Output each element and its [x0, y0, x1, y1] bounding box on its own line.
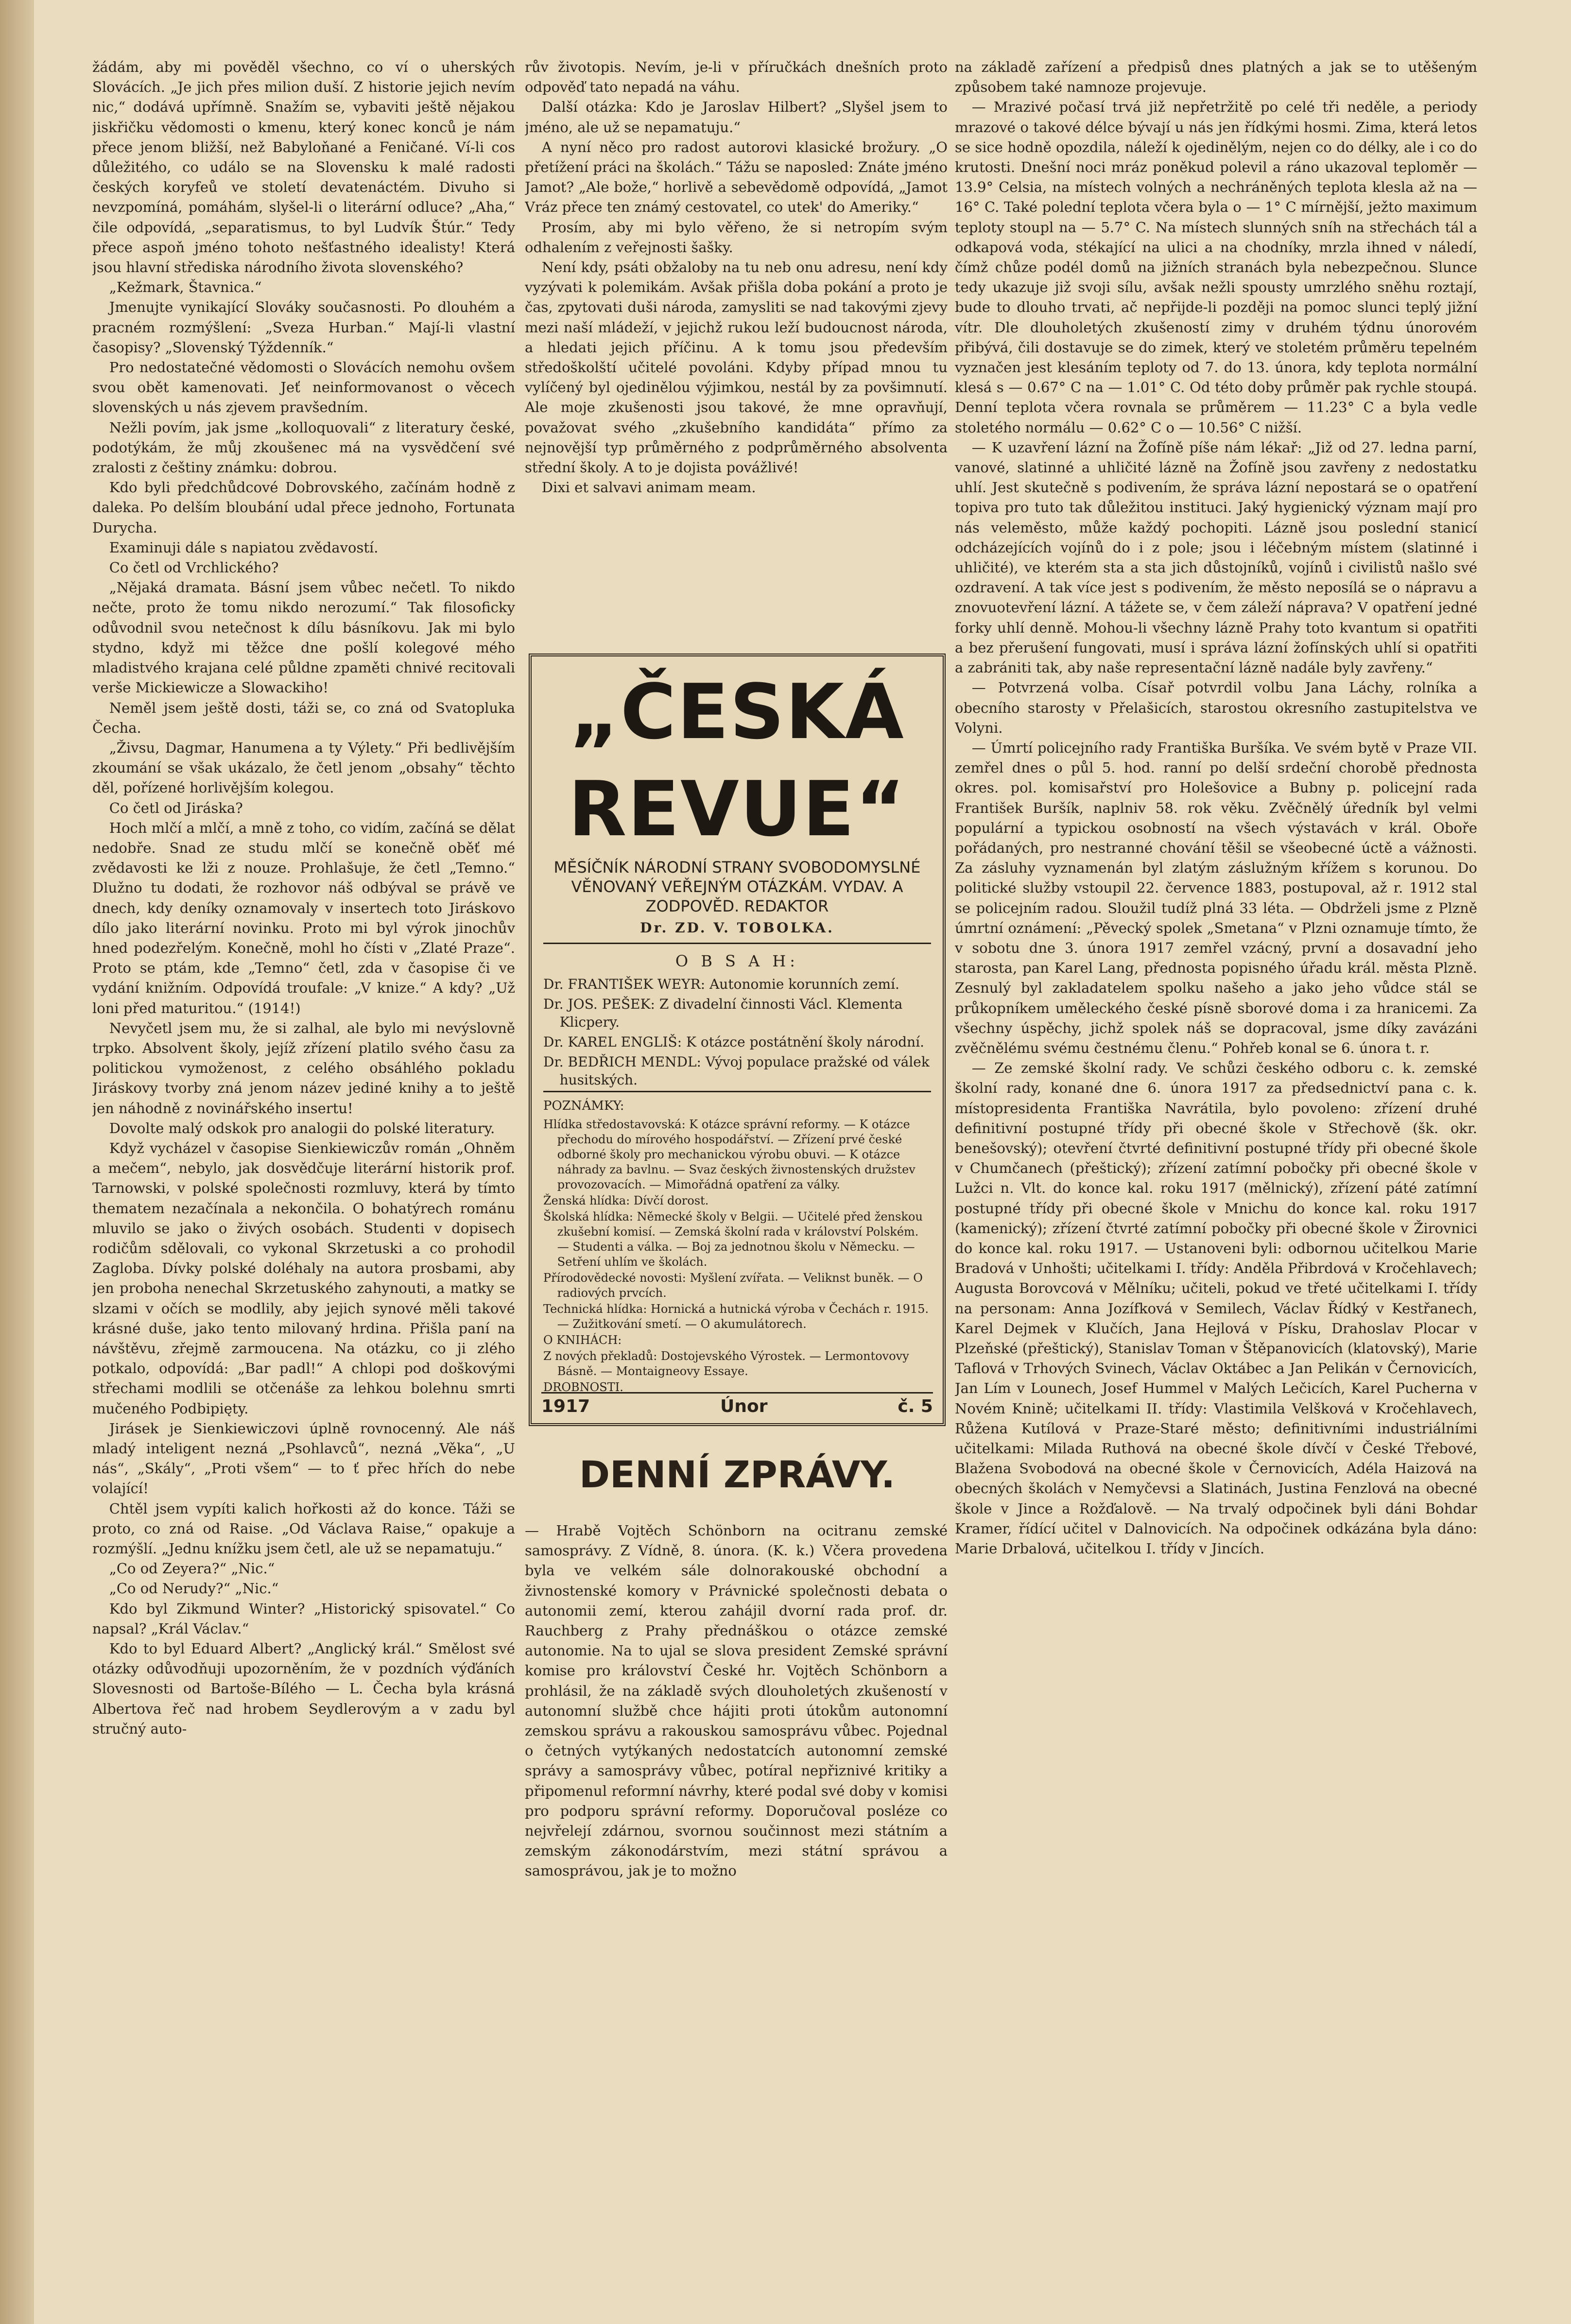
ad-note-item: Přírodovědecké novosti: Myšlení zvířata. — Veliknst buněk. — O radiových prvcích.	[543, 1271, 923, 1300]
paragraph: Kdo byli předchůdcové Dobrovského, začínám hodně z daleka. Po delším bloubání udal přece jednoho, Fortunata Durycha.	[92, 479, 515, 536]
ad-contents-label: O B S A H:	[675, 952, 799, 970]
paragraph: Co četl od Jiráska?	[109, 799, 243, 816]
paragraph: Nevyčetl jsem mu, že si zalhal, ale bylo mi nevýslovně trpko. Absolvent školy, jejíž zřízení platilo svého času za politickou vymoženost, z celého obsáhlého pokladu Jiráskovy tvorby zná jenom název jediné knihy a to ještě jen náhodně z novinářského insertu!	[92, 1019, 515, 1117]
section-heading-denni-zpravy: DENNÍ ZPRÁVY.	[579, 1453, 896, 1496]
paragraph: „Živsu, Dagmar, Hanumena a ty Výlety.“ Při bedlivějším zkoumání se však ukázalo, že četl jenom „obsahy“ těchto děl, pořízené horlivějším kolegou.	[92, 739, 515, 796]
ad-notes-list	[543, 1117, 931, 1395]
ad-note-item: O KNIHÁCH:	[543, 1333, 622, 1347]
ad-title: „ČESKÁ REVUE“	[568, 668, 906, 853]
paragraph: Když vycházel v časopise Sienkiewiczův román „Ohněm a mečem“, nebylo, jak dosvědčuje literární historik prof. Tarnowski, v polské společnosti rozmluvy, která by tímto thematem nezačínala a nekončila. O bohatýrech románu mluvilo se jako o živých osobách. Studenti v dopisech rodičům sdělovali, co vykonal Skrzetuski a co prohodil Zagloba. Dívky polské doléhaly na autora prosbami, aby jen proboha nenechal Skrzetuského zahynouti, a matky se slzami v očích se modlily, aby jejich synové měli takové krásné duše, jako tento milovaný hrdina. Přišla paní na návštěvu, zřejmě zarmoucena. Na otázku, co ji zlého potkalo, odpovídá: „Bar padl!“ A chlopi pod doškovými střechami modlili se otčenáše za lehkou bolehnu smrti mučeného Podbipięty.	[92, 1139, 515, 1417]
ad-contents-item: Dr. BEDŘICH MENDL: Vývoj populace pražské od válek husitských.	[543, 1054, 930, 1088]
column-left	[92, 57, 515, 2297]
paragraph: „Co od Zeyera?“ „Nic.“	[109, 1560, 275, 1577]
paragraph: rův životopis. Nevím, je-li v příručkách dnešních proto odpověď tato nepadá na váhu.	[525, 59, 948, 96]
ad-editor: Dr. ZD. V. TOBOLKA.	[640, 920, 834, 936]
paragraph: na základě zařízení a předpisů dnes platných a jak se to utěšeným způsobem také namnoze projevuje.	[955, 59, 1477, 96]
paragraph: „Kežmark, Štavnica.“	[109, 279, 262, 296]
paragraph: — Ze zemské školní rady. Ve schůzi českého odboru c. k. zemské školní rady, konané dne 6. února 1917 za předsednictví pana c. k. místopresidenta Františka Navrátila, bylo povoleno: zřízení druhé definitivní postupné třídy při obecné škole v Střechově (šk. okr. benešovský); otevření čtvrté definitivní postupné třídy při obecné škole v Chumčanech (přeštický); zřízení zatímní pobočky při obecné škole v Lužci n. Vlt. do konce kal. roku 1917 (mělnický), zřízení páté zatímní postupné třídy při obecné škole v Mnichu do konce kal. roku 1917 (kamenický); zřízení čtvrté zatímní pobočky při obecné škole v Žirovnici do konce kal. roku 1917. — Ustanoveni byli: odbornou učitelkou Marie Bradová v Unhošti; učitelkami I. třídy: Anděla Přibrdová v Kročehlavech; Augusta Borovcová v Mělníku; učiteli, pokud ve třeté učitelkami I. třídy na personam: Anna Jozífková v Semilech, Václav Řídký v Kestřanech, Karel Dejmek v Klučích, Jana Hejlová v Písku, Drahoslav Plocar v Plzeňské (přeštický), Stanislav Toman v Štěpanovicích (klatovský), Marie Taflová v Trhových Svinech, Václav Oktábec a Jan Pelikán v Černovicích, Jan Lím v Lounech, Josef Hummel v Malých Lečicích, Karel Pucherna v Novém Knině; učitelkami II. třídy: Vlastimila Velšková v Kročehlavech, Růžena Kutílová v Praze-Staré město; definitivními industriálními učitelkami: Milada Ruthová na obecné škole dívčí v České Třebové, Blažena Svobodová na obecné škole v Černovicích, Adéla Haizová na obecných školách v Nemyčevsi a Slatinách, Justina Fenzlová na obecné škole v Jince a Rožďalově. — Na trvalý odpočinek byli dáni Bohdar Kramer, řídící učitel v Dalnovicích. Na odpočinek odkázána byla dáno: Marie Drbalová, učitelkou I. třídy v Jincích.	[955, 1060, 1477, 1557]
paragraph: — Potvrzená volba. Císař potvrdil volbu Jana Láchy, rolníka a obecního starosty v Přelašicích, starostou okresního zastupitelstva ve Volyni.	[955, 679, 1477, 736]
paragraph: „Co od Nerudy?“ „Nic.“	[109, 1580, 279, 1597]
paragraph: — Úmrtí policejního rady Františka Buršíka. Ve svém bytě v Praze VII. zemřel dnes o půl 5. hod. ranní po delší srdeční chorobě přednosta okres. pol. komisařství pro Holešovice a Bubny p. policejní rada František Buršík, naplniv 58. rok věku. Zvěčnělý úředník byl velmi populární a typickou osobností na všech výstavách v král. Oboře pořádaných, pro nestranné chování těšil se všeobecné úctě a vážnosti. Za zásluhy vyznamenán byl zlatým záslužným křížem s korunou. Do politické služby vstoupil 22. července 1883, postupoval, až r. 1912 stal se policejním radou. Sloužil tudíž plná 33 léta. — Obdrželi jsme z Plzně úmrtní oznámení: „Pěvecký spolek „Smetana“ v Plzni oznamuje tímto, že v sobotu dne 3. února 1917 zemřel vzácný, první a dosavadní jeho starosta, pan Karel Lang, přednosta popisného úřadu král. města Plzně. Zesnulý byl zakladatelem spolku našeho a jako jeho vůdce stál se průkopníkem uměleckého české písně sborové doma i za hranicemi. Za všechny úspěchy, jichž spolek náš se dopracoval, jsme díky zavázáni zvěčnělému svému čestnému členu.“ Pohřeb konal se 6. února t. r.	[955, 739, 1477, 1056]
ad-notes-label: POZNÁMKY:	[543, 1099, 624, 1113]
ad-footer	[541, 1392, 933, 1416]
paragraph: Nežli povím, jak jsme „kolloquovali“ z literatury české, podotýkám, že můj zkoušenec má na vysvědčení své zralosti z češtiny známku: dobrou.	[92, 419, 515, 476]
paragraph: Hoch mlčí a mlčí, a mně z toho, co vidím, začíná se dělat nedobře. Snad ze studu mlčí se konečně oběť mé zvědavosti ke lži z nouze. Prohlašuje, že četl „Temno.“ Dlužno tu dodati, že rozhovor náš odbýval se právě ve dnech, kdy deníky oznamovaly v insertech toto Jiráskovo dílo jako literární novinku. Proto mi byl výrok jinochův hned podezřelým. Konečně, mohl ho čísti v „Zlaté Praze“. Proto se ptám, kde „Temno“ četl, zda v časopise či ve vydání knižním. Odpovídá troufale: „V knize.“ A kdy? „Už loni před maturitou.“ (1914!)	[92, 819, 515, 1016]
paragraph: Kdo to byl Eduard Albert? „Anglický král.“ Smělost své otázky odůvodňuji upozorněním, že v pozdních výďáních Slovesnosti od Bartoše-Bílého — L. Čecha byla krásná Albertova řeč nad hrobem Seydlerovým a v zadu byl stručný auto-	[92, 1640, 515, 1737]
paragraph: Jirásek je Sienkiewiczovi úplně rovnocenný. Ale náš mladý inteligent nezná „Psohlavců“, nezná „Věka“, „U nás“, „Skály“, „Proti všem“ — to ť přec hřích do nebe volající!	[92, 1420, 515, 1497]
column-right	[955, 57, 1477, 2297]
paragraph: A nyní něco pro radost autorovi klasické brožury. „O přetížení práci na školách.“ Tážu se naposled: Znáte jméno Jamot? „Ale bože,“ horlivě a sebevědomě odpovídá, „Jamot Vráz přece ten známý cestovatel, co utek' do Ameriky.“	[525, 138, 948, 216]
paragraph: Jmenujte vynikající Slováky současnosti. Po dlouhém a pracném rozmýšlení: „Sveza Hurban.“ Mají-li vlastní časopisy? „Slovenský Týždenník.“	[92, 299, 515, 356]
ad-footer-year: 1917	[541, 1396, 590, 1416]
ad-footer-number: č. 5	[898, 1396, 933, 1416]
ad-note-item: Školská hlídka: Německé školy v Belgii. — Učitelé před ženskou zkušební komisí. — Zemská školní rada v království Polském. — Studenti a válka. — Boj za jednotnou školu v Německu. — Setření uhlím ve školách.	[543, 1210, 923, 1269]
ad-contents-list	[543, 975, 931, 1089]
ad-contents-item: Dr. FRANTIŠEK WEYR: Autonomie korunních zemí.	[543, 976, 899, 992]
ad-divider	[543, 943, 931, 944]
ad-contents-item: Dr. KAREL ENGLIŠ: K otázce postátnění školy národní.	[543, 1034, 925, 1050]
paragraph: Neměl jsem ještě dosti, táži se, co zná od Svatopluka Čecha.	[92, 699, 515, 736]
paragraph: Chtěl jsem vypíti kalich hořkosti až do konce. Táži se proto, co zná od Raise. „Od Václava Raise,“ opakuje a rozmýšlí. „Jednu knížku jsem četl, ale už se nepamatuju.“	[92, 1500, 515, 1557]
ad-note-item: Technická hlídka: Hornická a hutnická výroba v Čechách r. 1915. — Zužitkování smetí. — O akumulátorech.	[543, 1302, 929, 1331]
ceska-revue-advertisement	[529, 654, 946, 1426]
column-middle-bottom	[525, 1521, 948, 2289]
paragraph: Dovolte malý odskok pro analogii do polské literatury.	[109, 1119, 495, 1136]
column-middle-top	[525, 57, 948, 640]
page-binding-edge	[0, 0, 34, 2324]
paragraph: — Hrabě Vojtěch Schönborn na ocitranu zemské samosprávy. Z Vídně, 8. února. (K. k.) Včera provedena byla ve velkém sále dolnorakouské obchodní a živnostenské komory v Právnické společnosti debata o autonomii zemí, kterou zahájil dvorní rada prof. dr. Rauchberg z Prahy přednáškou o otázce zemské autonomie. Na to ujal se slova president Zemské správní komise pro království České hr. Vojtěch Schönborn a prohlásil, že na základě svých dlouholetých zkušeností v autonomní službě chce hájiti proti útokům autonomní zemskou správu a rakouskou samosprávu vůbec. Pojednal o četných vytýkaných nedostatcích autonomní zemské správy a samosprávy vůbec, potíral nepřiznivé kritiky a připomenul reformní návrhy, které podal své doby v komisi pro podporu správní reformy. Doporučoval posléze co nejvřelejí zdárnou, svornou součinnost mezi státním a zemským zákonodárstvím, mezi státní správou a samosprávou, jak je to možno	[525, 1522, 948, 1879]
ad-footer-month: Únor	[720, 1396, 768, 1416]
paragraph: Dixi et salvavi animam meam.	[541, 479, 756, 496]
ad-divider	[543, 1091, 931, 1092]
paragraph: — Mrazivé počasí trvá již nepřetržitě po celé tři neděle, a periody mrazové o takové délce bývají u nás jen řídkými hosmi. Zima, která letos se sice hodně opozdila, náleží k ojedinělým, nejen co do délky, ale i co do krutosti. Dnešní noci mráz poněkud polevil a ráno ukazoval teploměr — 13.9° Celsia, na místech volných a nechráněných teplota klesla až na — 16° C. Také polední teplota včera byla o — 1° C mírnější, ježto maximum teploty stoupl na — 5.7° C. Na místech slunných sníh na střechách tál a odkapová voda, stékající na ulici a na chodníky, mrzla ihned v náledí, čímž chůze podél domů na jižních stranách byla nebezpečnou. Slunce tedy ukazuje již svoji sílu, avšak nežli spousty umrzlého sněhu roztají, bude to dlouho trvati, ač nepřijde-li později na pomoc slunci teplý jižní vítr. Dle dlouholetých zkušeností zimy v druhém týdnu únorovém přibývá, čili dostavuje se do zimek, který ve stoletém průměru tepelném vyznačen jest klesáním teploty od 7. do 13. února, kdy teplota normální klesá s — 0.67° C na — 1.01° C. Od této doby průměr pak rychle stoupá. Denní teplota včera rovnala se průměrem — 11.23° C a byla vedle stoletého normálu — 0.62° C o — 10.56° C nižší.	[955, 99, 1477, 436]
ad-note-item: Z nových překladů: Dostojevského Výrostek. — Lermontovovy Básně. — Montaigneovy Essaye.	[543, 1349, 909, 1378]
ad-subtitle: MĚSÍČNÍK NÁRODNÍ STRANY SVOBODOMYSLNÉ VĚNOVANÝ VEŘEJNÝM OTÁZKÁM. VYDAV. A ZODPOVĚD. REDAKTOR	[553, 858, 921, 915]
paragraph: — K uzavření lázní na Žofíně píše nám lékař: „Již od 27. ledna parní, vanové, slatinné a uhličité lázně na Žofíně jsou zavřeny z nedostatku uhlí. Jest skutečně s podivením, že správa lázní nepostará se o opatření topiva pro tuto tak důležitou instituci. Jaký hygienický význam mají pro nás veleměsto, může každý pochopiti. Lázně jsou poslední stanicí odcházejících vojínů do i z pole; jsou i léčebným místem (slatinné i uhličité), ve kterém sta a sta jich důstojníků, vojínů i civilistů našlo své ozdravení. A tak více jest s podivením, že město neposílá se o nápravu a znovuotevření lázní. A tážete se, v čem záleží náprava? V opatření jedné forky uhlí denně. Mohou-li všechny lázně Prahy toto kvantum si opatřiti a bez přerušení fungovati, musí i správa lázní žofínských uhlí si opatřiti a zabrániti tak, aby naše representační lázně nadále byly zavřeny.“	[955, 439, 1477, 676]
ad-note-item: Hlídka středostavovská: K otázce správní reformy. — K otázce přechodu do mírového hospodářství. — Zřízení prvé české odborné školy pro mechanickou výrobu obuvi. — K otázce náhrady za bavlnu. — Svaz českých živnostenských družstev provozovacích. — Mimořádná opatření za války.	[543, 1118, 915, 1191]
paragraph: Prosím, aby mi bylo věřeno, že si netropím svým odhalením z veřejnosti šašky.	[525, 219, 948, 256]
paragraph: Pro nedostatečné vědomosti o Slovácích nemohu ovšem svou obět kamenovati. Jeť neinformovanost o věcech slovenských u nás zjevem pravšedním.	[92, 359, 515, 416]
paragraph: Kdo byl Zikmund Winter? „Historický spisovatel.“ Co napsal? „Král Václav.“	[92, 1600, 515, 1637]
paragraph: žádám, aby mi pověděl všechno, co ví o uherských Slovácích. „Je jich přes milion duší. Z historie jejich nevím nic,“ dodává upřímně. Snažím se, vybaviti ještě nějakou jiskřičku vědomosti o kmenu, který konec konců je nám přece jenom bližší, než Babyloňané a Feničané. Ví-li cos důležitého, co událo se na Slovensku k malé radosti českých koryfeů ve století devatenáctém. Divuho si nevzpomíná, pomáhám, slyšel-li o literární odluce? „Aha,“ čile odpovídá, „separatismus, to byl Ludvík Štúr.“ Tedy přece aspoň jméno tohoto nešťastného idealisty! Která jsou hlavní střediska národního života slovenského?	[92, 59, 515, 276]
ad-note-item: Ženská hlídka: Dívčí dorost.	[543, 1194, 709, 1207]
paragraph: Není kdy, psáti obžaloby na tu neb onu adresu, není kdy vyzývati k polemikám. Avšak přišla doba pokání a proto je čas, zpytovati duši národa, zamysliti se nad takovými zjevy mezi naší mládeží, v jejichž rukou leží budoucnost národa, a hledati jejich příčinu. A k tomu jsou především středoškolští učitelé povoláni. Kdyby případ mnou tu vylíčený byl ojedinělou výjimkou, nestál by za povšimnutí. Ale moje zkušenosti jsou takové, že mne opravňují, považovat svého „zkušebního kandidáta“ přímo za nejnovější typ průměrného z podprůměrného absolventa střední školy. A to je dojista povážlivé!	[525, 259, 948, 476]
paragraph: Další otázka: Kdo je Jaroslav Hilbert? „Slyšel jsem to jméno, ale už se nepamatuju.“	[525, 99, 948, 136]
paragraph: „Nějaká dramata. Básní jsem vůbec nečetl. To nikdo nečte, proto že tomu nikdo nerozumí.“ Tak filosoficky odůvodnil svou netečnost k dílu básníkovu. Jak mi bylo stydno, když mi těžce dne pošlí kolegové mého mladistvého krajana celé půldne zpaměti chnivé recitovali verše Mickiewicze a Slowackiho!	[92, 579, 515, 696]
ad-note-item: DROBNOSTI.	[543, 1380, 623, 1394]
ad-contents-item: Dr. JOS. PEŠEK: Z divadelní činnosti Václ. Klementa Klicpery.	[543, 996, 903, 1030]
paragraph: Examinuji dále s napiatou zvědavostí.	[109, 539, 379, 556]
paragraph: Co četl od Vrchlického?	[109, 559, 279, 576]
